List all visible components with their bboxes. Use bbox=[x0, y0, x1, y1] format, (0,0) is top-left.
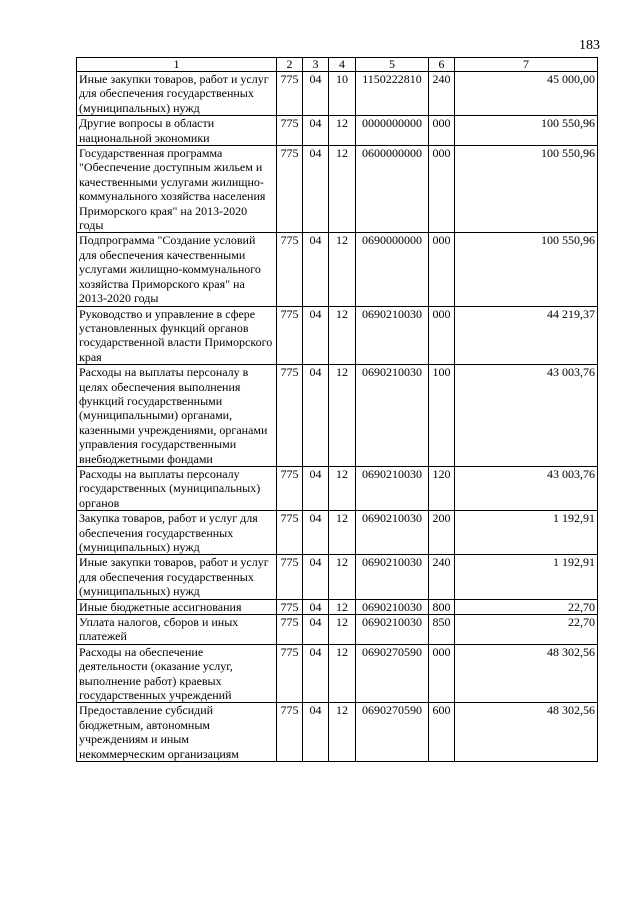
row-name: Расходы на обеспечение деятельности (оказание услуг, выполнение работ) краевых государственных учреждений bbox=[77, 644, 277, 703]
row-code-5: 0690210030 bbox=[356, 615, 429, 645]
row-code-2: 775 bbox=[277, 365, 303, 467]
row-sum: 1 192,91 bbox=[455, 511, 598, 555]
row-code-4: 12 bbox=[329, 511, 356, 555]
row-code-5: 0600000000 bbox=[356, 146, 429, 233]
row-code-4: 12 bbox=[329, 306, 356, 365]
row-code-2: 775 bbox=[277, 703, 303, 762]
row-code-4: 12 bbox=[329, 644, 356, 703]
row-code-2: 775 bbox=[277, 116, 303, 146]
row-code-5: 0690270590 bbox=[356, 703, 429, 762]
table-row bbox=[77, 466, 598, 510]
row-code-4: 10 bbox=[329, 72, 356, 116]
row-code-3: 04 bbox=[303, 555, 329, 599]
row-code-6: 600 bbox=[429, 703, 455, 762]
row-code-6: 000 bbox=[429, 146, 455, 233]
table-body bbox=[77, 72, 598, 762]
row-code-6: 000 bbox=[429, 233, 455, 306]
row-code-6: 000 bbox=[429, 644, 455, 703]
table-row bbox=[77, 703, 598, 762]
row-code-5: 0690210030 bbox=[356, 365, 429, 467]
row-code-6: 800 bbox=[429, 599, 455, 614]
row-sum: 44 219,37 bbox=[455, 306, 598, 365]
table-row bbox=[77, 146, 598, 233]
header-col-2: 2 bbox=[277, 58, 303, 72]
table-row bbox=[77, 365, 598, 467]
row-code-6: 240 bbox=[429, 72, 455, 116]
row-code-6: 000 bbox=[429, 306, 455, 365]
row-sum: 1 192,91 bbox=[455, 555, 598, 599]
row-code-2: 775 bbox=[277, 146, 303, 233]
row-code-4: 12 bbox=[329, 599, 356, 614]
row-code-6: 850 bbox=[429, 615, 455, 645]
row-code-5: 0690210030 bbox=[356, 466, 429, 510]
row-code-2: 775 bbox=[277, 599, 303, 614]
row-code-6: 200 bbox=[429, 511, 455, 555]
row-code-6: 000 bbox=[429, 116, 455, 146]
budget-table bbox=[76, 57, 598, 762]
row-code-6: 120 bbox=[429, 466, 455, 510]
row-code-5: 0690210030 bbox=[356, 599, 429, 614]
row-code-2: 775 bbox=[277, 233, 303, 306]
row-code-2: 775 bbox=[277, 644, 303, 703]
table-header bbox=[77, 58, 598, 72]
row-sum: 43 003,76 bbox=[455, 466, 598, 510]
row-code-4: 12 bbox=[329, 146, 356, 233]
row-code-5: 0690210030 bbox=[356, 511, 429, 555]
table-row bbox=[77, 555, 598, 599]
row-code-3: 04 bbox=[303, 615, 329, 645]
row-code-2: 775 bbox=[277, 511, 303, 555]
table-row bbox=[77, 233, 598, 306]
table-row bbox=[77, 599, 598, 614]
row-code-5: 0690000000 bbox=[356, 233, 429, 306]
row-name: Закупка товаров, работ и услуг для обеспечения государственных (муниципальных) нужд bbox=[77, 511, 277, 555]
row-code-2: 775 bbox=[277, 466, 303, 510]
row-code-2: 775 bbox=[277, 306, 303, 365]
row-name: Расходы на выплаты персоналу государственных (муниципальных) органов bbox=[77, 466, 277, 510]
row-code-3: 04 bbox=[303, 466, 329, 510]
header-col-3: 3 bbox=[303, 58, 329, 72]
row-name: Уплата налогов, сборов и иных платежей bbox=[77, 615, 277, 645]
row-name: Руководство и управление в сфере установленных функций органов государственной власти Приморского края bbox=[77, 306, 277, 365]
row-code-3: 04 bbox=[303, 511, 329, 555]
row-code-2: 775 bbox=[277, 555, 303, 599]
row-sum: 43 003,76 bbox=[455, 365, 598, 467]
row-name: Иные закупки товаров, работ и услуг для обеспечения государственных (муниципальных) нужд bbox=[77, 72, 277, 116]
row-sum: 100 550,96 bbox=[455, 116, 598, 146]
row-sum: 22,70 bbox=[455, 615, 598, 645]
row-code-3: 04 bbox=[303, 703, 329, 762]
row-sum: 48 302,56 bbox=[455, 644, 598, 703]
row-name: Предоставление субсидий бюджетным, автономным учреждениям и иным некоммерческим организациям bbox=[77, 703, 277, 762]
table-row bbox=[77, 644, 598, 703]
row-code-4: 12 bbox=[329, 555, 356, 599]
row-code-3: 04 bbox=[303, 146, 329, 233]
row-code-2: 775 bbox=[277, 72, 303, 116]
row-code-4: 12 bbox=[329, 703, 356, 762]
table-row bbox=[77, 306, 598, 365]
row-code-3: 04 bbox=[303, 599, 329, 614]
table-row bbox=[77, 511, 598, 555]
header-col-6: 6 bbox=[429, 58, 455, 72]
row-sum: 100 550,96 bbox=[455, 233, 598, 306]
header-row bbox=[77, 58, 598, 72]
row-name: Иные закупки товаров, работ и услуг для обеспечения государственных (муниципальных) нужд bbox=[77, 555, 277, 599]
row-code-4: 12 bbox=[329, 116, 356, 146]
row-code-5: 0690210030 bbox=[356, 555, 429, 599]
row-sum: 100 550,96 bbox=[455, 146, 598, 233]
row-code-3: 04 bbox=[303, 72, 329, 116]
row-code-5: 0690210030 bbox=[356, 306, 429, 365]
row-name: Подпрограмма "Создание условий для обеспечения качественными услугами жилищно-коммунального хозяйства Приморского края" на 2013-2020 годы bbox=[77, 233, 277, 306]
row-code-6: 100 bbox=[429, 365, 455, 467]
row-code-3: 04 bbox=[303, 233, 329, 306]
row-code-5: 0690270590 bbox=[356, 644, 429, 703]
row-sum: 48 302,56 bbox=[455, 703, 598, 762]
page-number: 183 bbox=[579, 38, 600, 53]
row-code-4: 12 bbox=[329, 233, 356, 306]
header-col-7: 7 bbox=[455, 58, 598, 72]
row-code-3: 04 bbox=[303, 644, 329, 703]
table-row bbox=[77, 116, 598, 146]
row-name: Государственная программа "Обеспечение доступным жильем и качественными услугами жилищно-коммунального хозяйства населения Приморского края" на 2013-2020 годы bbox=[77, 146, 277, 233]
header-col-5: 5 bbox=[356, 58, 429, 72]
header-col-4: 4 bbox=[329, 58, 356, 72]
row-code-4: 12 bbox=[329, 365, 356, 467]
row-code-4: 12 bbox=[329, 466, 356, 510]
row-code-4: 12 bbox=[329, 615, 356, 645]
header-col-1: 1 bbox=[77, 58, 277, 72]
row-code-3: 04 bbox=[303, 116, 329, 146]
row-code-5: 0000000000 bbox=[356, 116, 429, 146]
row-name: Другие вопросы в области национальной экономики bbox=[77, 116, 277, 146]
row-code-3: 04 bbox=[303, 365, 329, 467]
row-sum: 22,70 bbox=[455, 599, 598, 614]
row-sum: 45 000,00 bbox=[455, 72, 598, 116]
table-row bbox=[77, 615, 598, 645]
row-code-6: 240 bbox=[429, 555, 455, 599]
table-row bbox=[77, 72, 598, 116]
row-code-3: 04 bbox=[303, 306, 329, 365]
row-code-2: 775 bbox=[277, 615, 303, 645]
row-name: Расходы на выплаты персоналу в целях обеспечения выполнения функций государственными (муниципальными) органами, казенными учреждениями, органами управления государственными внебюджетными фондами bbox=[77, 365, 277, 467]
row-code-5: 1150222810 bbox=[356, 72, 429, 116]
row-name: Иные бюджетные ассигнования bbox=[77, 599, 277, 614]
